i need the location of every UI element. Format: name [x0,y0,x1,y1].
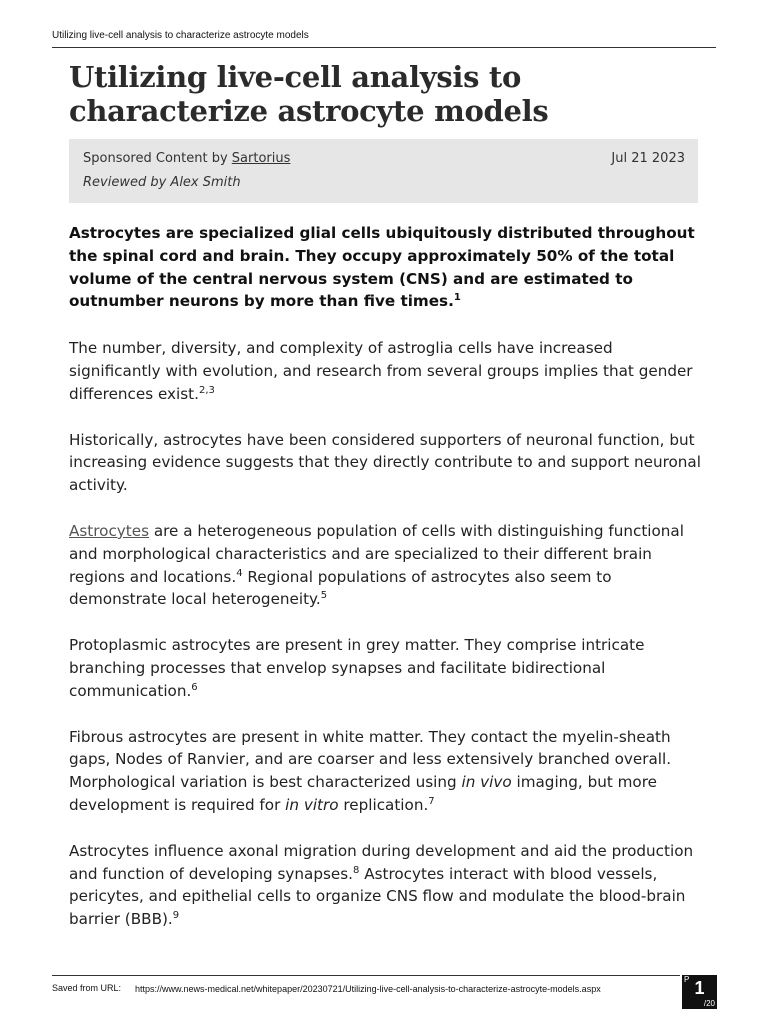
page-total: /20 [703,999,715,1008]
citation-ref: 9 [172,910,180,922]
page-number: 1 [694,978,705,998]
citation-ref: 2,3 [198,384,215,396]
paragraph [69,520,709,611]
saved-from-label: Saved from URL: [52,983,122,993]
page-prefix: P [684,975,690,984]
reviewer-line: Reviewed by Alex Smith [83,175,241,190]
paragraph [69,337,709,405]
citation-ref: 6 [191,681,198,693]
publish-date: Jul 21 2023 [611,151,685,166]
paragraph [69,634,709,702]
paragraph-text: replication. [338,795,429,814]
page-title: Utilizing live-cell analysis to characterize astrocyte models [69,60,549,128]
sponsored-line [83,151,290,166]
page-indicator [682,975,717,1009]
citation-ref: 7 [428,795,435,807]
citation-ref: 5 [320,590,328,602]
emphasis-text: in vitro [285,795,339,814]
paragraph-text: are a heterogeneous population of cells with distinguishing functional and morphological characteristics and are specialized to their different brain regions and locations. [69,521,684,586]
citation-ref: 1 [453,292,461,304]
paragraph-text: Astrocytes interact with blood vessels, pericytes, and epithelial cells to organize CNS flow and modulate the blood-brain barrier (BBB). [69,864,686,929]
paragraph [69,429,709,497]
lead-paragraph [69,222,709,313]
article-body [69,222,709,954]
paragraph-text: Historically, astrocytes have been considered supporters of neuronal function, but increasing evidence suggests that they directly contribute to and support neuronal activity. [69,430,701,495]
lead-text: Astrocytes are specialized glial cells ubiquitously distributed throughout the spinal cord and brain. They occupy approximately 50% of the total volume of the central nervous system (CNS) and are estimated to outnumber neurons by more than five times. [69,224,695,311]
paragraph-text: Protoplasmic astrocytes are present in grey matter. They comprise intricate branching processes that envelop synapses and facilitate bidirectional communication. [69,636,645,700]
paragraph [69,840,709,931]
footer-divider [52,975,680,976]
paragraph-text: Fibrous astrocytes are present in white matter. They contact the myelin-sheath gaps, Nodes of Ranvier, and are coarser and less extensively branched overall. Morphological variation is best characterized using [69,727,672,792]
sponsor-link[interactable]: Sartorius [231,151,291,166]
saved-from-url[interactable]: https://www.news-medical.net/whitepaper/20230721/Utilizing-live-cell-analysis-to-characterize-astrocyte-models.aspx [135,984,601,994]
astrocytes-link[interactable]: Astrocytes [69,521,150,540]
paragraph-text: imaging, but more development is required for [69,773,657,814]
paragraph-text: The number, diversity, and complexity of astroglia cells have increased significantly with evolution, and research from several groups implies that gender differences exist. [69,339,693,403]
paragraph-text: Astrocytes influence axonal migration during development and aid the production and function of developing synapses. [69,841,694,883]
citation-ref: 4 [236,567,243,579]
article-meta-box [69,139,698,203]
header-divider [52,47,716,48]
citation-ref: 8 [353,864,360,876]
paragraph [69,726,709,817]
paragraph-text: Regional populations of astrocytes also seem to demonstrate local heterogeneity. [69,567,612,609]
sponsored-prefix: Sponsored Content by [83,151,232,166]
emphasis-text: in vivo [461,773,512,792]
running-header: Utilizing live-cell analysis to characterize astrocyte models [52,30,309,41]
